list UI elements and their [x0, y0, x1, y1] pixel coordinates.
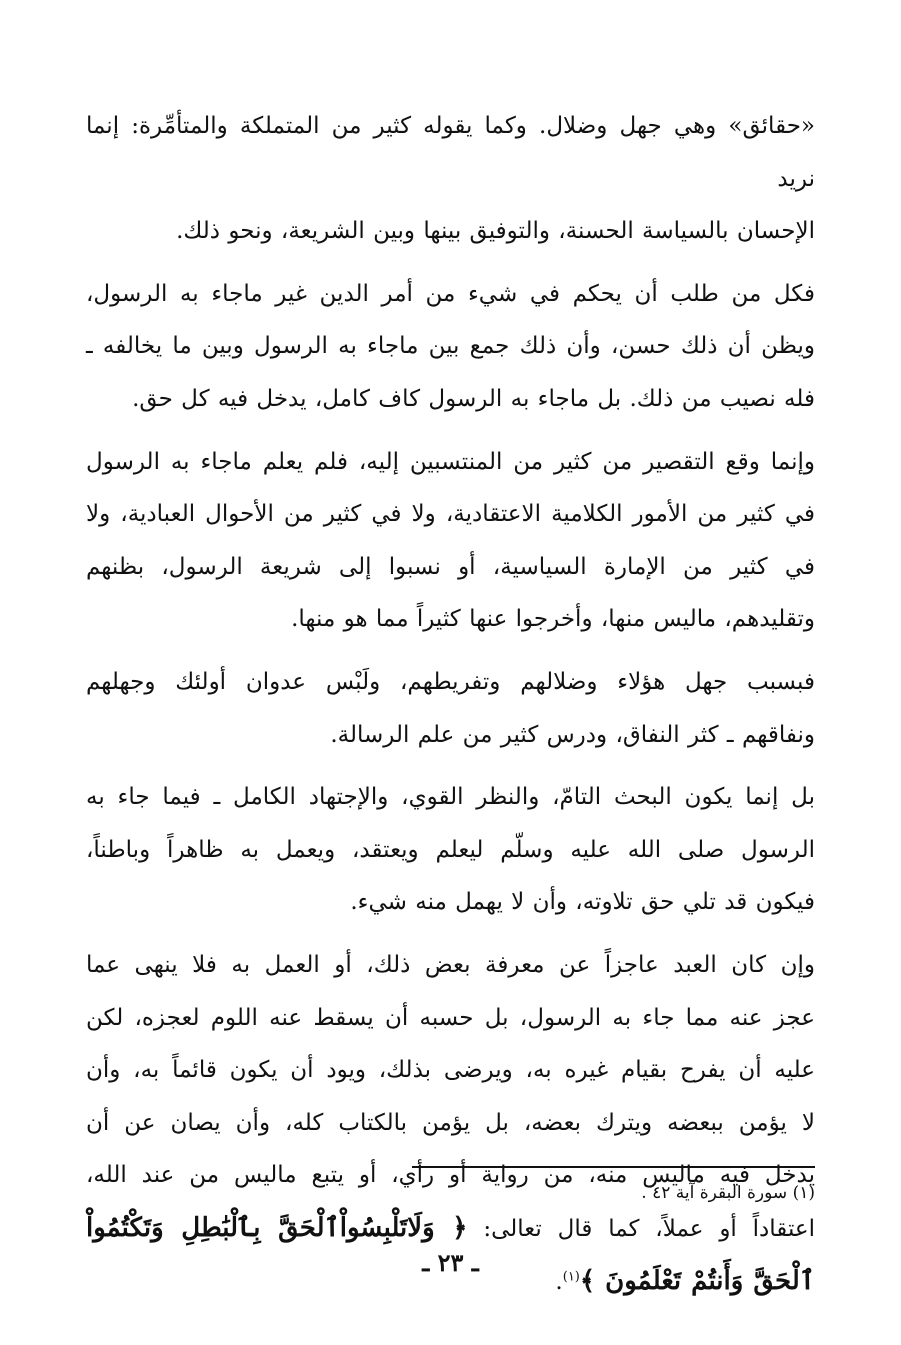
- page-number: ـ ٢٣ ـ: [422, 1248, 479, 1277]
- footnote: (١) سورة البقرة آية ٤٢ .: [641, 1183, 815, 1203]
- text-line: وإنما وقع التقصير من كثير من المنتسبين إليه، فلم يعلم ماجاء به الرسول: [86, 448, 815, 475]
- text-line: «حقائق» وهي جهل وضلال. وكما يقوله كثير من المتملكة والمتأمِّرة: إنما نريد: [86, 113, 815, 192]
- text-line: وتقليدهم، ماليس منها، وأخرجوا عنها كثيراً مما هو منها.: [291, 606, 815, 633]
- paragraph-2: [86, 268, 815, 426]
- text-line: عجز عنه مما جاء به الرسول، بل حسبه أن يسقط عنه اللوم لعجزه، لكن: [86, 1004, 815, 1031]
- quote-intro: اعتقاداً أو عملاً، كما قال تعالى:: [467, 1215, 815, 1242]
- paragraph-4: [86, 656, 815, 761]
- text-line: لا يؤمن ببعضه ويترك بعضه، بل يؤمن بالكتاب كله، وأن يصان عن أن: [86, 1109, 815, 1136]
- paragraph-1: [86, 100, 815, 258]
- footnote-marker: (١): [562, 1269, 580, 1285]
- text-line: في كثير من الأمور الكلامية الاعتقادية، ولا في كثير من الأحوال العبادية، ولا: [86, 501, 815, 528]
- text-line: ويظن أن ذلك حسن، وأن ذلك جمع بين ماجاء به الرسول وبين ما يخالفه ـ: [86, 333, 815, 360]
- text-line: عليه أن يفرح بقيام غيره به، ويرضى بذلك، ويود أن يكون قائماً به، وأن: [86, 1057, 815, 1084]
- text-line: بل إنما يكون البحث التامّ، والنظر القوي، والإجتهاد الكامل ـ فيما جاء به: [86, 784, 815, 811]
- sentence-end: .: [555, 1269, 563, 1296]
- quran-verse-part-1: ﴿ وَلَاتَلْبِسُواْٱلْحَقَّ بِٱلْبَٰطِلِ وَتَكْتُمُواْ: [86, 1212, 468, 1243]
- paragraph-3: [86, 436, 815, 646]
- text-line: فيكون قد تلي حق تلاوته، وأن لا يهمل منه شيء.: [350, 889, 815, 916]
- quran-verse-part-2: ٱلْحَقَّ وَأَنتُمْ تَعْلَمُونَ ﴾: [579, 1266, 815, 1297]
- paragraph-5: [86, 771, 815, 929]
- text-line: الرسول صلى الله عليه وسلّم ليعلم ويعتقد، ويعمل به ظاهراً وباطناً،: [86, 836, 815, 863]
- text-line: ونفاقهم ـ كثر النفاق، ودرس كثير من علم الرسالة.: [330, 721, 815, 748]
- text-line: يدخل فيه ماليس منه، من رواية أو رأي، أو يتبع ماليس من عند الله،: [86, 1162, 815, 1189]
- footnote-divider: [412, 1166, 815, 1168]
- text-line: فبسبب جهل هؤلاء وضلالهم وتفريطهم، ولَبْس عدوان أولئك وجهلهم: [86, 668, 815, 695]
- text-line: وإن كان العبد عاجزاً عن معرفة بعض ذلك، أو العمل به فلا ينهى عما: [86, 951, 815, 978]
- text-line: في كثير من الإمارة السياسية، أو نسبوا إلى شريعة الرسول، بظنهم: [86, 553, 815, 580]
- text-line: فله نصيب من ذلك. بل ماجاء به الرسول كاف كامل، يدخل فيه كل حق.: [132, 385, 815, 412]
- text-line: فكل من طلب أن يحكم في شيء من أمر الدين غير ماجاء به الرسول،: [86, 280, 815, 307]
- text-line: الإحسان بالسياسة الحسنة، والتوفيق بينها وبين الشريعة، ونحو ذلك.: [176, 218, 815, 245]
